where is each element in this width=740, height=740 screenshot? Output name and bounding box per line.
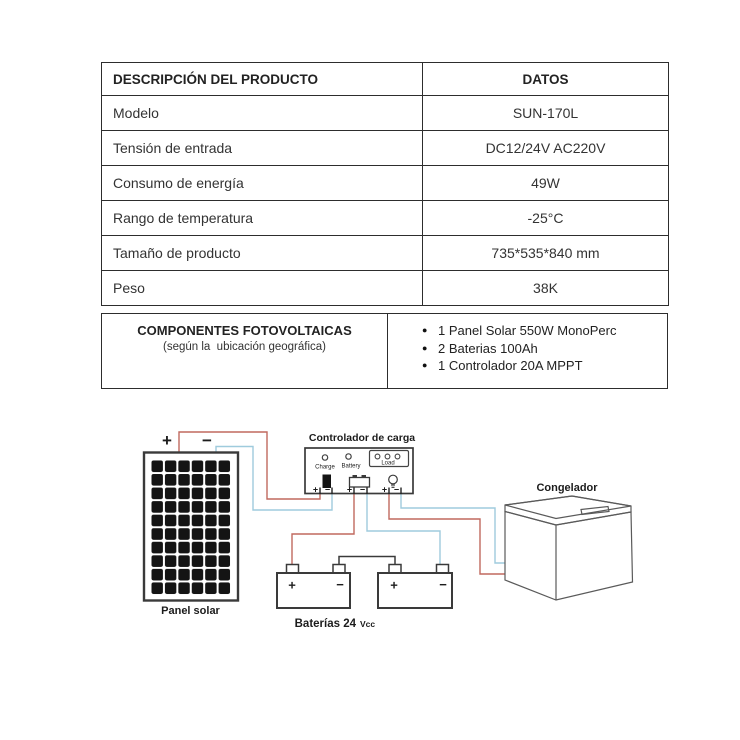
spec-value-rango: -25°C — [423, 201, 669, 236]
spec-value-peso: 38K — [423, 271, 669, 306]
terminal-sign: + — [381, 484, 388, 495]
battery-terminal — [333, 565, 345, 574]
component-item-label: 1 Controlador 20A MPPT — [438, 358, 583, 373]
spec-label-rango: Rango de temperatura — [102, 201, 423, 236]
wire-load-negative — [401, 494, 505, 563]
battery-sign: + — [288, 577, 296, 593]
bullet-icon: ● — [422, 325, 428, 335]
battery-terminal — [437, 565, 449, 574]
component-item-label: 1 Panel Solar 550W MonoPerc — [438, 323, 617, 338]
batteries-label-unit: Vcc — [360, 619, 376, 629]
wire-battery-link — [339, 557, 395, 566]
bullet-icon: ● — [422, 360, 428, 370]
terminal-sign: − — [324, 484, 331, 495]
spec-value-tamano: 735*535*840 mm — [423, 236, 669, 271]
bullet-icon: ● — [422, 342, 428, 353]
spec-value-tension: DC12/24V AC220V — [423, 131, 669, 166]
spec-value-modelo: SUN-170L — [423, 96, 669, 131]
wire-battery-positive — [292, 494, 354, 565]
panel-solar-label: Panel solar — [161, 605, 220, 617]
battery-terminal — [389, 565, 401, 574]
solar-panel — [144, 431, 238, 617]
spec-label-tamano: Tamaño de producto — [102, 236, 423, 271]
component-item-label: 2 Baterias 100Ah — [438, 340, 538, 356]
batteries-label: Baterías 24 — [294, 618, 356, 630]
panel-minus-label: − — [202, 431, 212, 450]
spec-label-tension: Tensión de entrada — [102, 131, 423, 166]
freezer-label: Congelador — [536, 482, 598, 494]
charge-label: Charge — [315, 464, 335, 471]
freezer — [505, 482, 633, 600]
battery-bank — [277, 565, 452, 631]
spec-value-consumo: 49W — [423, 166, 669, 201]
spec-header-datos: DATOS — [423, 63, 669, 96]
spec-header-description: DESCRIPCIÓN DEL PRODUCTO — [102, 63, 423, 96]
terminal-sign: + — [312, 484, 319, 495]
controller-title: Controlador de carga — [308, 432, 416, 444]
terminal-sign: + — [346, 484, 353, 495]
battery-sign: − — [439, 577, 447, 592]
components-subtitle: (según la ubicación geográfica) — [162, 341, 327, 353]
freezer-body — [505, 512, 633, 601]
battery-terminal — [287, 565, 299, 574]
battery-sign: − — [336, 577, 344, 592]
wire-battery-negative — [367, 494, 440, 565]
charge-controller — [305, 432, 415, 495]
panel-cells — [151, 460, 232, 596]
wire-load-positive — [389, 494, 505, 574]
load-label: Load — [381, 460, 395, 467]
components-title: COMPONENTES FOTOVOLTAICAS — [137, 323, 352, 338]
spec-label-peso: Peso — [102, 271, 423, 306]
terminal-sign: − — [393, 484, 400, 495]
battery-label: Battery — [341, 463, 361, 470]
spec-label-consumo: Consumo de energía — [102, 166, 423, 201]
panel-plus-label: + — [162, 431, 172, 450]
spec-label-modelo: Modelo — [102, 96, 423, 131]
terminal-sign: − — [359, 484, 366, 495]
battery-sign: + — [390, 577, 398, 593]
